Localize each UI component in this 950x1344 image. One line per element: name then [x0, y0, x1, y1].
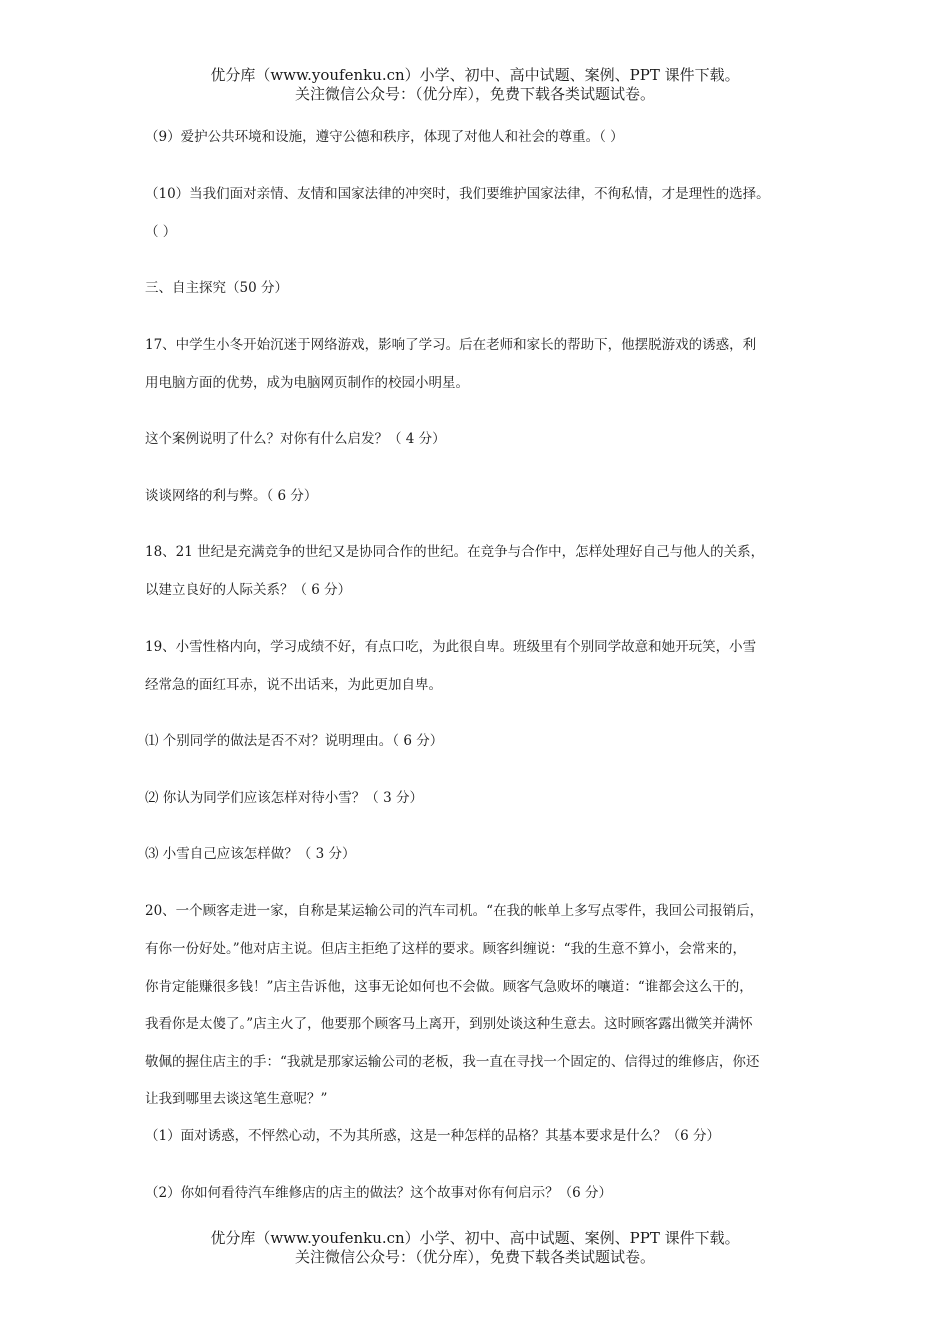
- page-header: [0, 66, 950, 104]
- q19-sub-1: ⑴ 个别同学的做法是否不对？说明理由。（ 6 分）: [145, 733, 444, 749]
- q17-line-2: 用电脑方面的优势，成为电脑网页制作的校园小明星。: [145, 375, 469, 391]
- q17-sub-1: 这个案例说明了什么？对你有什么启发？（ 4 分）: [145, 431, 446, 447]
- q17-sub-2: 谈谈网络的利与弊。（ 6 分）: [145, 488, 318, 504]
- footer-line-1: 优分库（www.youfenku.cn）小学、初中、高中试题、案例、PPT 课件下载。: [210, 1229, 740, 1247]
- q20-line-2: 有你一份好处。”他对店主说。但店主拒绝了这样的要求。顾客纠缠说：“我的生意不算小，会常来的，: [145, 941, 747, 957]
- section-heading: 三、自主探究（50 分）: [145, 280, 288, 296]
- q17-line-1: 17、中学生小冬开始沉迷于网络游戏，影响了学习。后在老师和家长的帮助下，他摆脱游戏的诱惑，利: [145, 337, 757, 353]
- item-10-blank: （ ）: [145, 224, 177, 240]
- header-line-1: 优分库（www.youfenku.cn）小学、初中、高中试题、案例、PPT 课件下载。: [210, 66, 740, 84]
- q19-line-2: 经常急的面红耳赤，说不出话来，为此更加自卑。: [145, 677, 442, 693]
- footer-line-2: 关注微信公众号：（优分库），免费下载各类试题试卷。: [294, 1248, 655, 1266]
- item-10: （10）当我们面对亲情、友情和国家法律的冲突时，我们要维护国家法律，不徇私情，才是理性的选择。: [145, 186, 770, 202]
- header-line-2: 关注微信公众号：（优分库），免费下载各类试题试卷。: [294, 85, 655, 103]
- q20-line-3: 你肯定能赚很多钱！”店主告诉他，这事无论如何也不会做。顾客气急败坏的嚷道：“谁都会这么干的，: [145, 979, 753, 995]
- item-9: （9）爱护公共环境和设施，遵守公德和秩序，体现了对他人和社会的尊重。（ ）: [145, 129, 624, 145]
- q20-line-6: 让我到哪里去谈这笔生意呢？”: [145, 1091, 328, 1107]
- q20-sub-2: （2）你如何看待汽车维修店的店主的做法？这个故事对你有何启示？（6 分）: [145, 1185, 612, 1201]
- q19-line-1: 19、小雪性格内向，学习成绩不好，有点口吃，为此很自卑。班级里有个别同学故意和她开玩笑，小雪: [145, 639, 757, 655]
- q19-sub-3: ⑶ 小雪自己应该怎样做？（ 3 分）: [145, 846, 356, 862]
- q20-line-4: 我看你是太傻了。”店主火了，他要那个顾客马上离开，到别处谈这种生意去。这时顾客露出微笑并满怀: [145, 1016, 753, 1032]
- q18-line-1: 18、21 世纪是充满竞争的世纪又是协同合作的世纪。在竞争与合作中，怎样处理好自己与他人的关系，: [145, 544, 765, 560]
- q18-line-2: 以建立良好的人际关系？（ 6 分）: [145, 582, 352, 598]
- q20-sub-1: （1）面对诱惑，不怦然心动，不为其所惑，这是一种怎样的品格？其基本要求是什么？（6 分）: [145, 1128, 720, 1144]
- page-footer: [0, 1229, 950, 1267]
- q20-line-5: 敬佩的握住店主的手：“我就是那家运输公司的老板，我一直在寻找一个固定的、信得过的维修店，你还: [145, 1054, 760, 1070]
- q19-sub-2: ⑵ 你认为同学们应该怎样对待小雪？（ 3 分）: [145, 790, 423, 806]
- q20-line-1: 20、一个顾客走进一家，自称是某运输公司的汽车司机。“在我的帐单上多写点零件，我回公司报销后，: [145, 903, 764, 919]
